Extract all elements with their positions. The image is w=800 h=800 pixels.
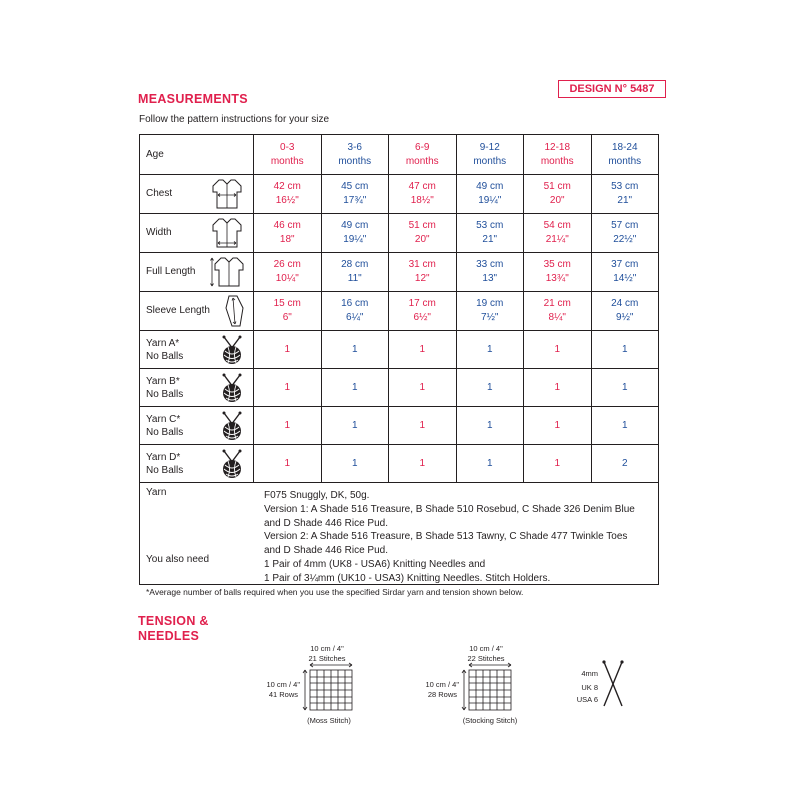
value-cm: 28 cm	[341, 259, 369, 270]
size-value-cell	[591, 253, 659, 292]
size-value-cell	[591, 175, 659, 214]
value-in: 16½"	[275, 195, 299, 206]
size-value-cell	[254, 331, 322, 369]
value-cm: 51 cm	[543, 181, 571, 192]
value-in: 13"	[482, 273, 498, 284]
stocking-stitch-swatch	[413, 640, 543, 730]
sleeve-length-label-cell	[140, 292, 254, 331]
ball-count: 1	[419, 343, 426, 355]
moss-stitch-swatch	[254, 640, 384, 730]
value-in: 19¼"	[478, 195, 502, 206]
swatch-rows: 28 Rows	[427, 690, 457, 699]
size-value-cell	[254, 253, 322, 292]
value-in: 10¼"	[275, 273, 299, 284]
ball-count: 1	[621, 419, 628, 431]
value-cm: 15 cm	[273, 298, 301, 309]
value-cm: 57 cm	[611, 220, 639, 231]
value-in: 9½"	[616, 312, 634, 323]
size-value-cell	[389, 175, 457, 214]
full-length-row	[140, 253, 659, 292]
value-cm: 53 cm	[476, 220, 504, 231]
size-unit: months	[270, 155, 304, 167]
width-garment-icon	[209, 217, 245, 249]
size-value-cell	[389, 369, 457, 407]
chest-row	[140, 175, 659, 214]
ball-count: 1	[284, 457, 291, 469]
knitting-needles-icon	[600, 660, 626, 708]
value-in: 21¼"	[545, 234, 569, 245]
value-cm: 26 cm	[273, 259, 301, 270]
value-cm: 31 cm	[408, 259, 436, 270]
size-value-cell	[321, 407, 389, 445]
balls-label: No Balls	[146, 464, 184, 476]
yarn-name: Yarn D*	[146, 451, 181, 463]
ball-count: 1	[486, 419, 493, 431]
size-value-cell	[524, 214, 592, 253]
age-row	[140, 135, 659, 175]
size-value-cell	[524, 407, 592, 445]
value-in: 12"	[414, 273, 430, 284]
value-cm: 17 cm	[408, 298, 436, 309]
size-value-cell	[524, 175, 592, 214]
ball-count: 1	[351, 381, 358, 393]
tension-grid-icon	[302, 662, 358, 714]
size-value-cell	[456, 369, 524, 407]
value-cm: 33 cm	[476, 259, 504, 270]
value-in: 18"	[279, 234, 295, 245]
swatch-height: 10 cm / 4"	[425, 680, 459, 689]
size-value-cell	[254, 445, 322, 483]
yarn-label-cell	[140, 331, 254, 369]
row-label: Full Length	[146, 266, 196, 277]
chest-garment-icon	[209, 178, 245, 210]
value-cm: 16 cm	[341, 298, 369, 309]
value-in: 22½"	[613, 234, 637, 245]
ball-count: 1	[554, 343, 561, 355]
value-cm: 37 cm	[611, 259, 639, 270]
ball-count: 1	[486, 457, 493, 469]
size-header	[456, 135, 524, 175]
width-label-cell	[140, 214, 254, 253]
yarn-detail-line: F075 Snuggly, DK, 50g.	[264, 490, 370, 501]
yarn-detail-line: and D Shade 446 Rice Pud.	[264, 517, 388, 529]
ball-count: 1	[351, 457, 358, 469]
size-value-cell	[389, 292, 457, 331]
yarn-label-cell	[140, 407, 254, 445]
ball-count: 1	[284, 343, 291, 355]
ball-count: 1	[486, 343, 493, 355]
yarn-ball-icon	[219, 411, 245, 441]
size-unit: months	[405, 155, 439, 167]
yarn-label-cell	[140, 445, 254, 483]
size-age: 12-18	[544, 141, 571, 153]
size-value-cell	[524, 292, 592, 331]
size-age: 3-6	[347, 141, 362, 153]
yarn-detail-line: 1 Pair of 3¼mm (UK10 - USA3) Knitting Needles. Stitch Holders.	[264, 572, 551, 584]
size-value-cell	[254, 175, 322, 214]
size-value-cell	[389, 253, 457, 292]
tension-heading	[138, 614, 209, 644]
tension-grid-icon	[461, 662, 517, 714]
size-value-cell	[456, 331, 524, 369]
value-in: 6"	[282, 312, 292, 323]
yarn-label	[146, 413, 183, 439]
size-header	[254, 135, 322, 175]
swatch-width: 10 cm / 4"	[469, 644, 503, 653]
value-cm: 46 cm	[273, 220, 301, 231]
size-value-cell	[524, 253, 592, 292]
ball-count: 1	[554, 457, 561, 469]
ball-count: 1	[621, 343, 628, 355]
value-in: 6½"	[413, 312, 431, 323]
size-value-cell	[591, 445, 659, 483]
ball-count: 1	[554, 419, 561, 431]
size-value-cell	[389, 214, 457, 253]
needle-uk: UK 8	[581, 683, 598, 692]
balls-label: No Balls	[146, 388, 184, 400]
ball-count: 1	[351, 419, 358, 431]
value-in: 14½"	[613, 273, 637, 284]
yarn-label-cell	[140, 369, 254, 407]
chest-label-cell	[140, 175, 254, 214]
design-number: DESIGN N° 5487	[558, 80, 666, 98]
row-label: Width	[146, 227, 172, 238]
swatch-rows: 41 Rows	[268, 690, 298, 699]
size-value-cell	[389, 445, 457, 483]
size-value-cell	[456, 292, 524, 331]
size-value-cell	[524, 331, 592, 369]
tension-heading-line: TENSION &	[138, 614, 209, 628]
swatch-width: 10 cm / 4"	[310, 644, 344, 653]
size-value-cell	[321, 445, 389, 483]
size-value-cell	[591, 292, 659, 331]
value-cm: 54 cm	[543, 220, 571, 231]
yarn-b-row	[140, 369, 659, 407]
value-in: 11"	[347, 273, 362, 284]
size-unit: months	[473, 155, 507, 167]
size-value-cell	[321, 214, 389, 253]
yarn-name: Yarn C*	[146, 413, 181, 425]
yarn-detail-line: and D Shade 446 Rice Pud.	[264, 545, 388, 557]
size-value-cell	[591, 214, 659, 253]
yarn-details-row	[140, 483, 659, 585]
size-value-cell	[321, 253, 389, 292]
size-header	[591, 135, 659, 175]
size-header	[524, 135, 592, 175]
size-age: 9-12	[479, 141, 500, 153]
size-unit: months	[608, 155, 642, 167]
size-value-cell	[321, 369, 389, 407]
swatch-stitch-type: (Moss Stitch)	[307, 716, 351, 725]
value-cm: 49 cm	[476, 181, 504, 192]
yarn-detail-line: Version 2: A Shade 516 Treasure, B Shade 513 Tawny, C Shade 477 Twinkle Toes	[264, 531, 628, 543]
size-value-cell	[456, 214, 524, 253]
swatch-stitches: 21 Stitches	[308, 654, 346, 663]
footnote: *Average number of balls required when you use the specified Sirdar yarn and tension shown below.	[146, 587, 524, 597]
size-value-cell	[456, 253, 524, 292]
needle-size: 4mm	[581, 669, 598, 678]
size-value-cell	[321, 331, 389, 369]
tension-heading-line: NEEDLES	[138, 629, 200, 643]
value-cm: 45 cm	[341, 181, 369, 192]
size-value-cell	[456, 445, 524, 483]
value-in: 20"	[549, 195, 565, 206]
ball-count: 1	[284, 381, 291, 393]
size-value-cell	[321, 292, 389, 331]
balls-label: No Balls	[146, 350, 184, 362]
value-in: 7½"	[481, 312, 499, 323]
yarn-d-row	[140, 445, 659, 483]
yarn-name: Yarn A*	[146, 337, 180, 349]
value-in: 19¼"	[343, 234, 367, 245]
size-value-cell	[456, 175, 524, 214]
yarn-label	[146, 337, 183, 363]
ball-count: 1	[621, 381, 628, 393]
measurements-heading: MEASUREMENTS	[138, 92, 248, 106]
size-age: 0-3	[280, 141, 295, 153]
ball-count: 2	[621, 457, 628, 469]
value-cm: 24 cm	[611, 298, 639, 309]
size-value-cell	[321, 175, 389, 214]
value-in: 18½"	[410, 195, 434, 206]
size-header	[321, 135, 389, 175]
needle-usa: USA 6	[576, 695, 598, 704]
value-cm: 21 cm	[543, 298, 571, 309]
value-cm: 35 cm	[543, 259, 571, 270]
value-in: 21"	[617, 195, 633, 206]
yarn-detail-line: 1 Pair of 4mm (UK8 - USA6) Knitting Needles and	[264, 558, 486, 570]
ball-count: 1	[486, 381, 493, 393]
value-cm: 53 cm	[611, 181, 639, 192]
ball-count: 1	[419, 419, 426, 431]
size-value-cell	[254, 214, 322, 253]
swatch-stitch-type: (Stocking Stitch)	[462, 716, 518, 725]
size-value-cell	[591, 331, 659, 369]
size-value-cell	[524, 369, 592, 407]
ball-count: 1	[554, 381, 561, 393]
yarn-label	[146, 451, 183, 477]
value-cm: 42 cm	[273, 181, 301, 192]
size-value-cell	[389, 407, 457, 445]
swatch-height: 10 cm / 4"	[266, 680, 300, 689]
value-in: 17¾"	[343, 195, 367, 206]
size-value-cell	[254, 407, 322, 445]
value-in: 13¾"	[545, 273, 569, 284]
value-in: 6¼"	[346, 312, 364, 323]
size-value-cell	[254, 292, 322, 331]
age-label: Age	[146, 148, 164, 160]
yarn-details-cell	[140, 483, 659, 585]
yarn-ball-icon	[219, 335, 245, 365]
size-age: 18-24	[611, 141, 638, 153]
size-value-cell	[524, 445, 592, 483]
size-unit: months	[540, 155, 574, 167]
value-cm: 19 cm	[476, 298, 504, 309]
intro-text: Follow the pattern instructions for your size	[139, 114, 330, 125]
sleeve-length-row	[140, 292, 659, 331]
size-value-cell	[254, 369, 322, 407]
value-cm: 49 cm	[341, 220, 369, 231]
also-need-label: You also need	[146, 554, 210, 565]
size-value-cell	[456, 407, 524, 445]
swatch-stitches: 22 Stitches	[467, 654, 505, 663]
ball-count: 1	[284, 419, 291, 431]
size-unit: months	[338, 155, 372, 167]
length-garment-icon	[209, 255, 245, 289]
value-cm: 51 cm	[408, 220, 436, 231]
yarn-c-row	[140, 407, 659, 445]
size-header	[389, 135, 457, 175]
ball-count: 1	[419, 457, 426, 469]
size-age: 6-9	[415, 141, 430, 153]
row-label: Chest	[146, 188, 173, 199]
value-cm: 47 cm	[408, 181, 436, 192]
width-row	[140, 214, 659, 253]
value-in: 20"	[414, 234, 430, 245]
yarn-ball-icon	[219, 449, 245, 479]
value-in: 21"	[482, 234, 498, 245]
ball-count: 1	[419, 381, 426, 393]
row-label: Sleeve Length	[146, 305, 210, 316]
size-value-cell	[389, 331, 457, 369]
yarn-a-row	[140, 331, 659, 369]
yarn-details-text	[264, 489, 656, 586]
value-in: 8¼"	[548, 312, 566, 323]
size-value-cell	[591, 369, 659, 407]
age-label-cell	[140, 135, 254, 175]
yarn-label	[146, 375, 183, 401]
yarn-section-label: Yarn	[146, 487, 167, 498]
full-length-label-cell	[140, 253, 254, 292]
yarn-ball-icon	[219, 373, 245, 403]
yarn-name: Yarn B*	[146, 375, 180, 387]
balls-label: No Balls	[146, 426, 184, 438]
yarn-detail-line: Version 1: A Shade 516 Treasure, B Shade 510 Rosebud, C Shade 326 Denim Blue	[264, 503, 635, 515]
measurements-table	[139, 134, 659, 585]
size-value-cell	[591, 407, 659, 445]
needles-info	[566, 660, 646, 710]
ball-count: 1	[351, 343, 358, 355]
sleeve-icon	[223, 294, 245, 328]
